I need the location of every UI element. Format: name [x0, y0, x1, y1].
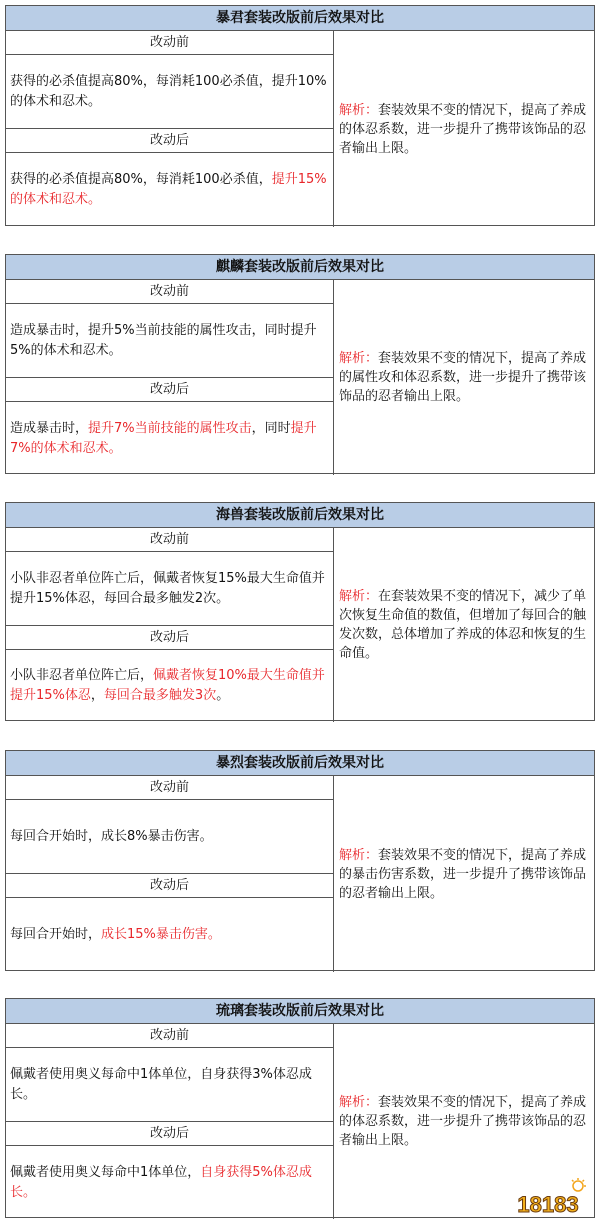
- after-text-highlight-1: 提升7%当前技能的属性攻击: [88, 420, 252, 436]
- after-text-highlight: 成长15%暴击伤害。: [101, 927, 221, 942]
- watermark-text: 18183: [517, 1192, 579, 1217]
- after-text: [6, 898, 333, 972]
- section-title: 暴烈套装改版前后效果对比: [6, 751, 594, 776]
- after-text-highlight-2: 提升7%的体术和忍术。: [10, 420, 317, 456]
- section-title: 麒麟套装改版前后效果对比: [6, 255, 594, 280]
- before-text: 小队非忍者单位阵亡后，佩戴者恢复15%最大生命值并提升15%体忍，每回合最多触发2次。: [6, 552, 333, 626]
- analysis-label: 解析：: [339, 351, 379, 366]
- before-header: 改动前: [6, 31, 333, 55]
- analysis: [334, 528, 594, 722]
- after-text-p1: 小队非忍者单位阵亡后，: [10, 668, 154, 683]
- before-text: 获得的必杀值提高80%，每消耗100必杀值，提升10%的体术和忍术。: [6, 55, 333, 129]
- analysis: [334, 280, 594, 475]
- after-header: 改动后: [6, 129, 333, 153]
- analysis-text: 套装效果不变的情况下，提高了养成的体忍系数，进一步提升了携带该饰品的忍者输出上限。: [339, 1095, 587, 1148]
- after-header: 改动后: [6, 1122, 333, 1146]
- after-text-p5: 。: [216, 688, 230, 703]
- sun-icon: [572, 1178, 586, 1191]
- analysis-label: 解析：: [339, 847, 379, 863]
- after-header: 改动后: [6, 378, 333, 402]
- analysis-text: 在套装效果不变的情况下，减少了单次恢复生命值的数值，但增加了每回合的触发次数，总体增加了养成的体忍和恢复的生命值。: [339, 589, 587, 661]
- after-text-highlight: 提升15%的体术和忍术。: [10, 172, 327, 207]
- analysis: [334, 31, 594, 227]
- before-text: 造成暴击时，提升5%当前技能的属性攻击，同时提升5%的体术和忍术。: [6, 304, 333, 378]
- after-text-normal: 佩戴者使用奥义每命中1体单位，: [10, 1164, 201, 1180]
- before-header: 改动前: [6, 280, 333, 304]
- after-text-p3: ，同时: [251, 420, 291, 436]
- section-baojun: [5, 5, 595, 226]
- analysis: [334, 776, 594, 972]
- section-haishou: [5, 502, 595, 721]
- analysis-text: 套装效果不变的情况下，提高了养成的暴击伤害系数，进一步提升了携带该饰品的忍者输出上限。: [339, 847, 587, 901]
- before-header: 改动前: [6, 1024, 333, 1048]
- after-text-highlight-2: 每回合最多触发3次: [103, 688, 217, 703]
- after-text-normal: 获得的必杀值提高80%，每消耗100必杀值，: [10, 172, 272, 187]
- watermark-logo: [506, 1178, 590, 1218]
- after-header: 改动后: [6, 874, 333, 898]
- after-text-normal: 每回合开始时，: [10, 927, 102, 942]
- analysis-text: 套装效果不变的情况下，提高了养成的体忍系数，进一步提升了携带该饰品的忍者输出上限。: [339, 102, 587, 156]
- after-text: [6, 402, 333, 475]
- before-text: 每回合开始时，成长8%暴击伤害。: [6, 800, 333, 874]
- analysis-text: 套装效果不变的情况下，提高了养成的属性攻和体忍系数，进一步提升了携带该饰品的忍者输出上限。: [339, 351, 587, 404]
- analysis-label: 解析：: [339, 1095, 379, 1110]
- section-qilin: [5, 254, 595, 474]
- section-baolie: [5, 750, 595, 971]
- after-text-p1: 造成暴击时，: [10, 420, 89, 436]
- section-title: 海兽套装改版前后效果对比: [6, 503, 594, 528]
- section-title: 暴君套装改版前后效果对比: [6, 6, 594, 31]
- before-header: 改动前: [6, 776, 333, 800]
- analysis-label: 解析：: [339, 102, 379, 118]
- analysis-label: 解析：: [339, 589, 379, 604]
- after-text-p3: ，: [90, 688, 104, 703]
- after-text-highlight: 自身获得5%体忍成长。: [10, 1164, 312, 1200]
- after-text: [6, 153, 333, 227]
- before-header: 改动前: [6, 528, 333, 552]
- after-text: [6, 1146, 333, 1219]
- after-text-highlight-1: 佩戴者恢复10%最大生命值并提升15%体忍: [10, 668, 325, 703]
- after-header: 改动后: [6, 626, 333, 650]
- after-text: [6, 650, 333, 722]
- before-text: 佩戴者使用奥义每命中1体单位，自身获得3%体忍成长。: [6, 1048, 333, 1122]
- section-title: 琉璃套装改版前后效果对比: [6, 999, 594, 1024]
